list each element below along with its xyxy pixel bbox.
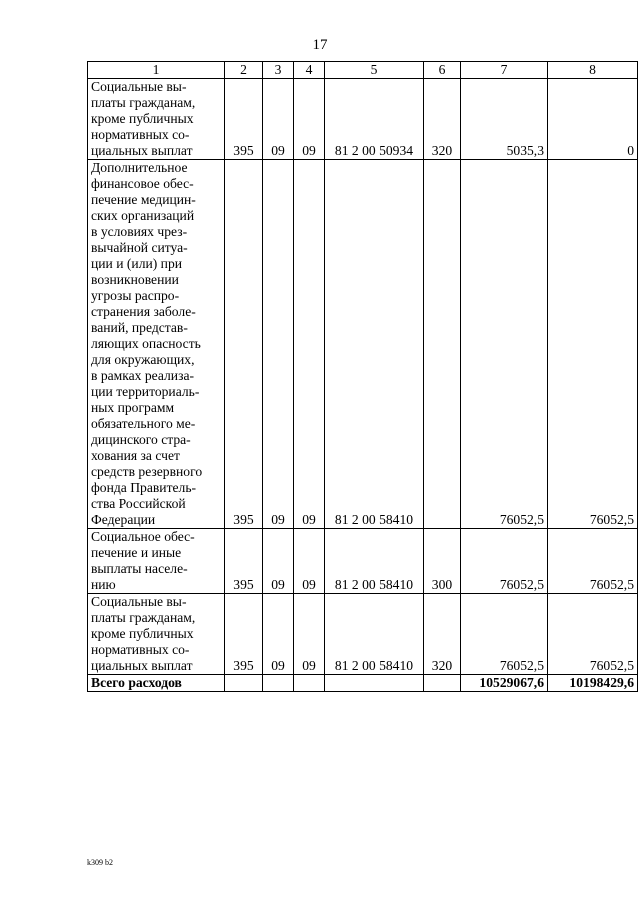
description-line: кроме публичных [91,111,194,126]
description-line: ства Российской [91,496,186,511]
document-code: k309 b2 [87,858,113,867]
col2-code: 395 [225,160,263,529]
header-cell-1: 1 [88,62,225,79]
col6-expense-type: 300 [424,529,461,594]
total-empty-cell [325,675,424,692]
header-cell-2: 2 [225,62,263,79]
table-row [88,529,638,594]
total-empty-cell [294,675,325,692]
description-line: в рамках реализа- [91,368,195,383]
col5-target-article: 81 2 00 58410 [325,160,424,529]
description-line: ваний, представ- [91,320,188,335]
col4-subsection: 09 [294,529,325,594]
col2-code: 395 [225,79,263,160]
row-description [88,160,225,529]
description-line: выплаты населе- [91,561,188,576]
description-line: Федерации [91,512,156,527]
expenditure-table [87,61,638,692]
col3-section: 09 [263,594,294,675]
description-line: средств резервного [91,464,203,479]
col8-amount: 76052,5 [548,594,638,675]
total-empty-cell [263,675,294,692]
description-line: для окружающих, [91,352,195,367]
col2-code: 395 [225,529,263,594]
row-description [88,594,225,675]
col5-target-article: 81 2 00 50934 [325,79,424,160]
header-cell-5: 5 [325,62,424,79]
total-row [88,675,638,692]
col8-amount: 0 [548,79,638,160]
col8-amount: 76052,5 [548,160,638,529]
col3-section: 09 [263,529,294,594]
description-line: угрозы распро- [91,288,180,303]
description-line: кроме публичных [91,626,194,641]
col3-section: 09 [263,160,294,529]
table-row [88,79,638,160]
header-cell-8: 8 [548,62,638,79]
col7-amount: 76052,5 [461,594,548,675]
description-line: финансовое обес- [91,176,194,191]
col8-amount: 76052,5 [548,529,638,594]
description-line: платы гражданам, [91,610,196,625]
header-row [88,62,638,79]
description-line: печение и иные [91,545,182,560]
description-line: циальных выплат [91,658,193,673]
description-line: возникновении [91,272,179,287]
col6-expense-type: 320 [424,79,461,160]
description-line: фонда Правитель- [91,480,197,495]
header-cell-4: 4 [294,62,325,79]
col4-subsection: 09 [294,594,325,675]
description-line: циальных выплат [91,143,193,158]
description-line: нормативных со- [91,642,190,657]
col7-amount: 76052,5 [461,529,548,594]
description-line: ляющих опасность [91,336,201,351]
col2-code: 395 [225,594,263,675]
col4-subsection: 09 [294,79,325,160]
total-empty-cell [225,675,263,692]
description-line: нормативных со- [91,127,190,142]
description-line: в условиях чрез- [91,224,188,239]
col7-amount: 76052,5 [461,160,548,529]
header-cell-7: 7 [461,62,548,79]
description-line: Социальное обес- [91,529,195,544]
description-line: ции территориаль- [91,384,200,399]
row-description [88,79,225,160]
total-value-col8: 10198429,6 [548,675,638,692]
row-description [88,529,225,594]
total-empty-cell [424,675,461,692]
description-line: нию [91,577,116,592]
description-line: ции и (или) при [91,256,183,271]
description-line: Социальные вы- [91,594,187,609]
col5-target-article: 81 2 00 58410 [325,529,424,594]
page-number: 17 [312,37,328,53]
description-line: хования за счет [91,448,180,463]
header-cell-6: 6 [424,62,461,79]
description-line: дицинского стра- [91,432,191,447]
col7-amount: 5035,3 [461,79,548,160]
description-line: ских организаций [91,208,195,223]
description-line: странения заболе- [91,304,196,319]
total-label: Всего расходов [88,675,225,692]
col4-subsection: 09 [294,160,325,529]
description-line: ных программ [91,400,175,415]
description-line: вычайной ситуа- [91,240,188,255]
table-row [88,160,638,529]
table-row [88,594,638,675]
description-line: печение медицин- [91,192,196,207]
description-line: Социальные вы- [91,79,187,94]
total-value-col7: 10529067,6 [461,675,548,692]
description-line: Дополнительное [91,160,188,175]
col5-target-article: 81 2 00 58410 [325,594,424,675]
header-cell-3: 3 [263,62,294,79]
col6-expense-type: 320 [424,594,461,675]
col3-section: 09 [263,79,294,160]
description-line: обязательного ме- [91,416,196,431]
col6-expense-type [424,160,461,529]
description-line: платы гражданам, [91,95,196,110]
